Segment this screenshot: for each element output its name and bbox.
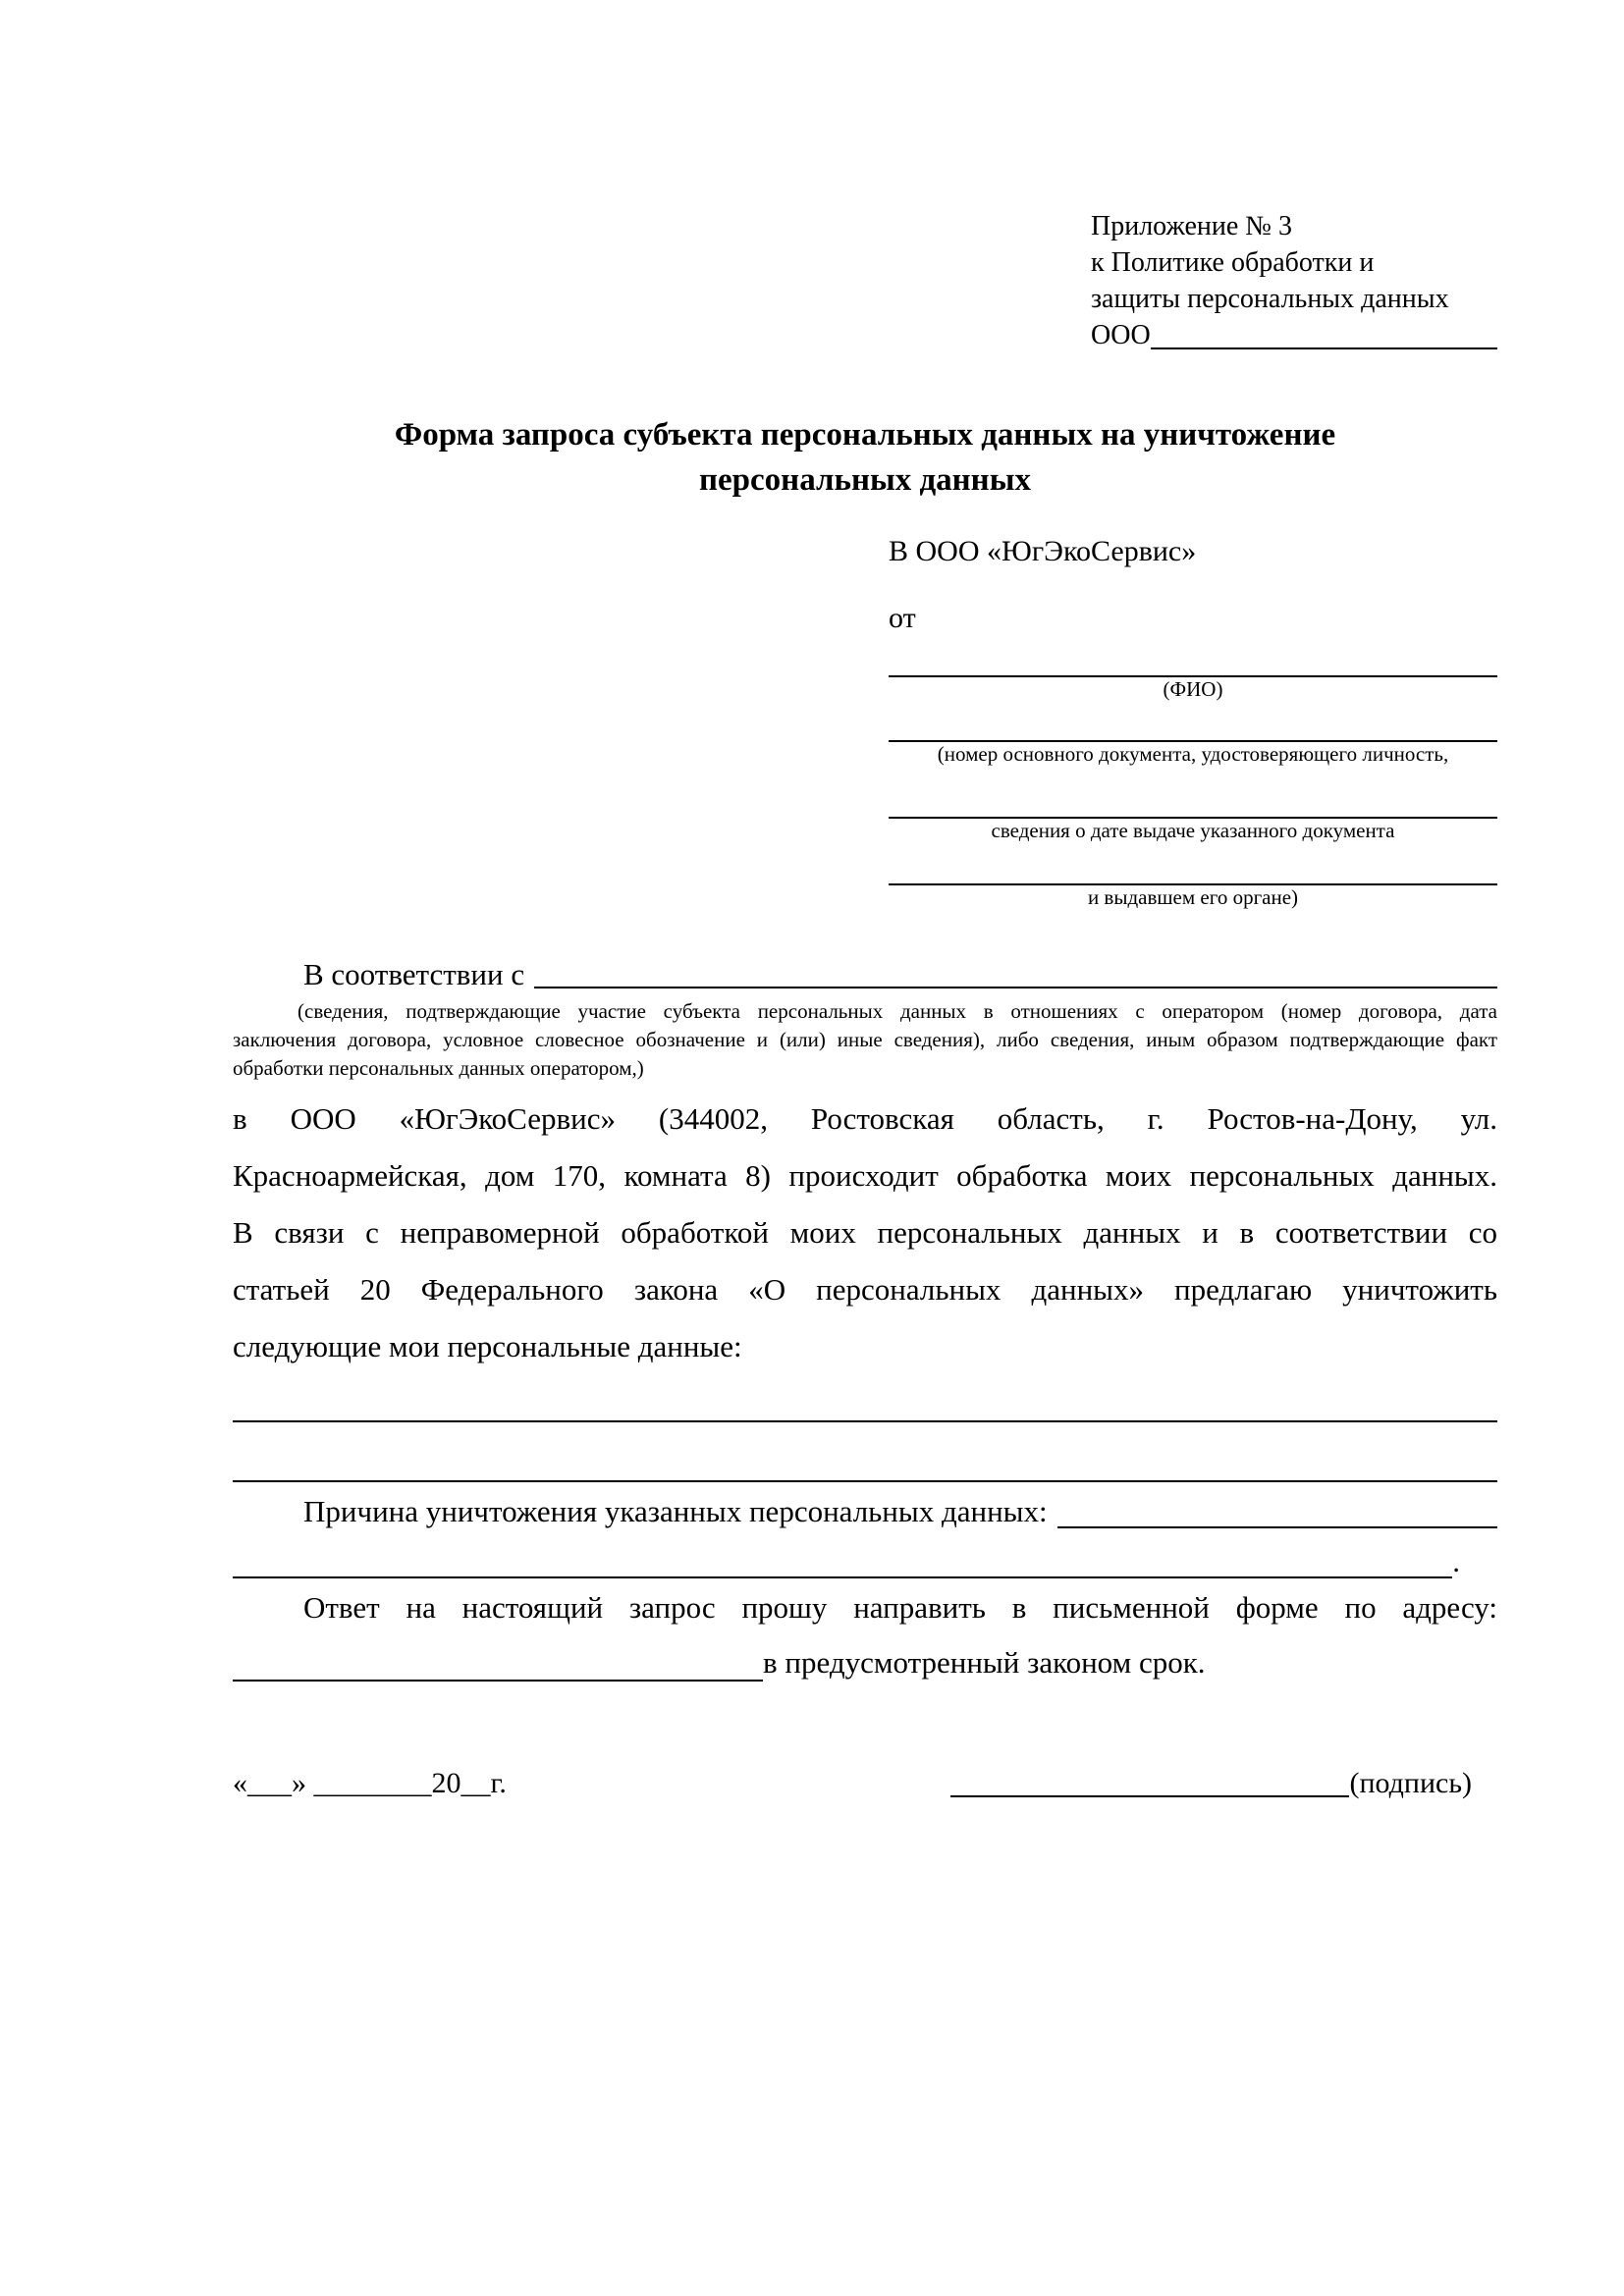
reason-row	[233, 1482, 1497, 1540]
date-blank: «___» ________20__г.	[233, 1767, 507, 1799]
issuing-authority-blank-line	[889, 842, 1497, 885]
reason-period: .	[1452, 1544, 1460, 1578]
addressee-from: от	[889, 602, 916, 634]
annex-line-3: защиты персональных данных	[1091, 284, 1449, 314]
signature-blank-line	[950, 1795, 1349, 1797]
body-line-2: Красноармейская, дом 170, комната 8) происходит обработка моих персональных данных.	[233, 1158, 1497, 1193]
response-request-line: Ответ на настоящий запрос прошу направить в письменной форме по адресу:	[303, 1590, 1497, 1625]
address-blank-line	[233, 1632, 763, 1682]
fio-caption: (ФИО)	[1163, 677, 1223, 701]
body-line-3: В связи с неправомерной обработкой моих персональных данных и в соответствии со	[233, 1215, 1497, 1250]
accordance-row	[233, 954, 1497, 995]
paragraph-indent	[233, 954, 303, 995]
body-line-4: статьей 20 Федерального закона «О персональных данных» предлагаю уничтожить	[233, 1272, 1497, 1307]
fio-blank-line	[889, 638, 1497, 677]
annex-line-1: Приложение № 3	[1091, 211, 1292, 241]
data-blank-line-1	[233, 1375, 1497, 1422]
reason-continuation-blank-line	[233, 1540, 1452, 1578]
document-number-blank-line	[889, 701, 1497, 742]
paragraph-indent	[233, 1482, 303, 1540]
footnote-line-2: заключения договора, условное словесное обозначение и (или) иные сведения), либо сведения, иным образом подтверждающие факт	[233, 1028, 1497, 1051]
annex-line-2: к Политике обработки и	[1091, 247, 1375, 278]
addressee-block	[889, 532, 1497, 909]
body-paragraph	[233, 1091, 1497, 1375]
reason-label: Причина уничтожения указанных персональных данных:	[303, 1494, 1048, 1528]
data-blank-line-2	[233, 1422, 1497, 1482]
annex-org-blank-line	[1151, 317, 1497, 349]
addressee-to: В ООО «ЮгЭкоСервис»	[889, 535, 1197, 567]
signature-caption: (подпись)	[1349, 1767, 1472, 1799]
accordance-footnote	[233, 997, 1497, 1083]
document-title	[233, 412, 1497, 503]
document-number-caption: (номер основного документа, удостоверяющего личность,	[937, 742, 1449, 766]
annex-header	[1091, 208, 1497, 353]
footnote-line-3: обработки персональных данных оператором,)	[233, 1056, 644, 1080]
issue-date-blank-line	[889, 766, 1497, 819]
document-title-line-2: персональных данных	[699, 462, 1031, 498]
annex-org-row	[1091, 317, 1497, 353]
reason-continuation-row	[233, 1540, 1460, 1583]
reason-blank-line	[1057, 1482, 1497, 1528]
date-signature-row	[233, 1762, 1497, 1805]
body-line-1: в ООО «ЮгЭкоСервис» (344002, Ростовская область, г. Ростов-на-Дону, ул.	[233, 1101, 1497, 1136]
issue-date-caption: сведения о дате выдаче указанного документа	[991, 819, 1395, 842]
accordance-blank-line	[534, 954, 1497, 988]
accordance-lead: В соответствии с	[303, 957, 525, 991]
signature-group	[950, 1762, 1472, 1805]
response-tail: в предусмотренный законом срок.	[763, 1645, 1206, 1680]
footnote-line-1: (сведения, подтверждающие участие субъекта персональных данных в отношениях с оператором (номер договора, дата	[298, 999, 1497, 1023]
body-line-5: следующие мои персональные данные:	[233, 1329, 742, 1363]
issuing-authority-caption: и выдавшем его органе)	[1087, 885, 1299, 909]
document-title-line-1: Форма запроса субъекта персональных данных на уничтожение	[394, 417, 1336, 453]
annex-org-prefix: ООО	[1091, 320, 1151, 350]
response-address-row	[233, 1632, 1497, 1693]
